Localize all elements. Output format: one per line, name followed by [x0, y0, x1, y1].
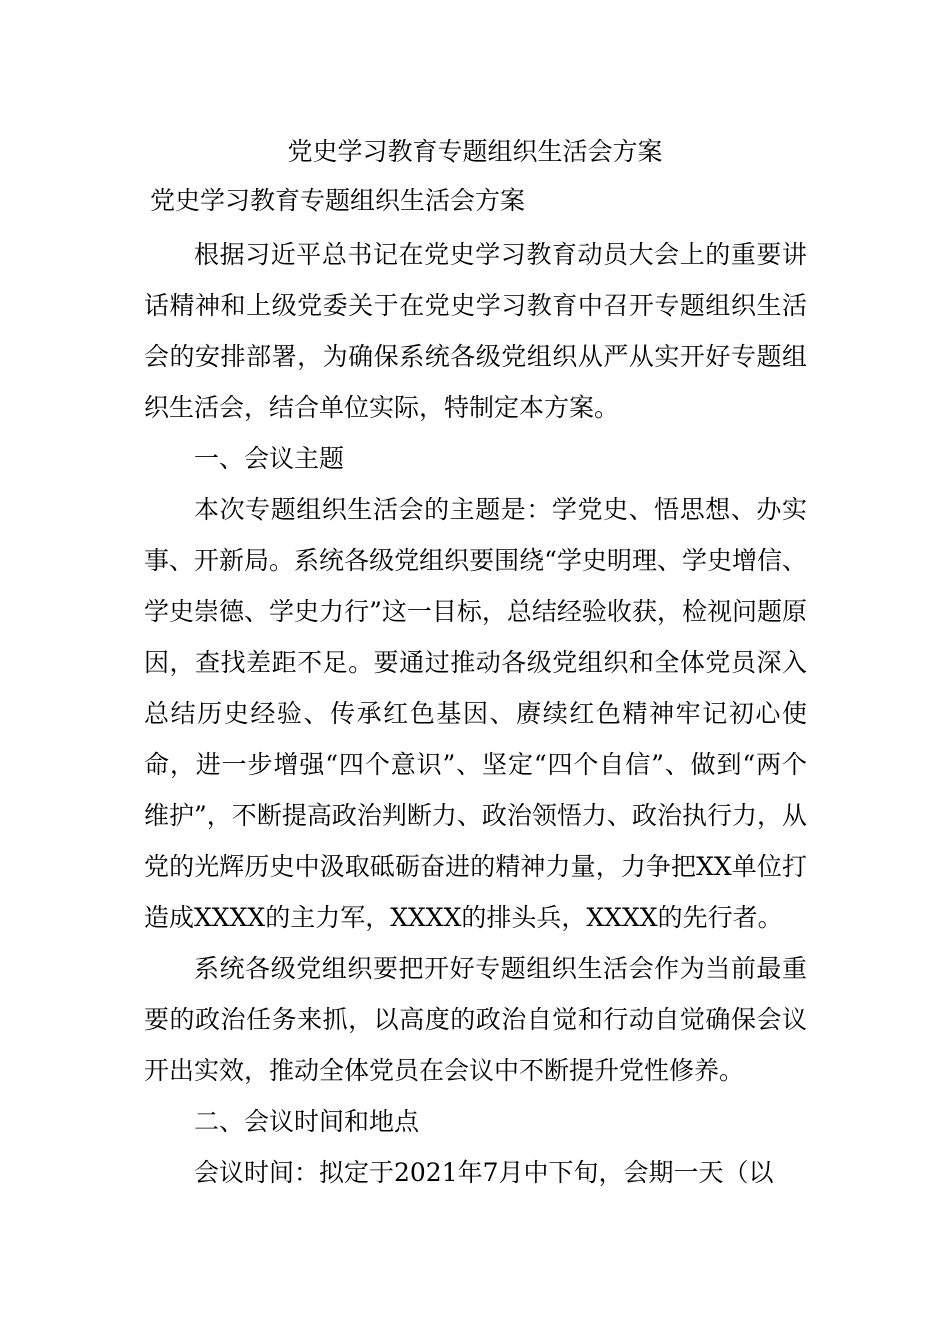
section-heading-theme: 一、会议主题	[194, 444, 345, 473]
document-body	[144, 229, 807, 1198]
task-paragraph: 系统各级党组织要把开好专题组织生活会作为当前最重要的政治任务来抓，以高度的政治自觉和行动自觉确保会议开出实效，推动全体党员在会议中不断提升党性修养。	[144, 954, 807, 1085]
theme-paragraph: 本次专题组织生活会的主题是：学党史、悟思想、办实事、开新局。系统各级党组织要围绕“学史明理、学史增信、学史崇德、学史力行”这一目标，总结经验收获，检视问题原因，查找差距不足。要通过推动各级党组织和全体党员深入总结历史经验、传承红色基因、赓续红色精神牢记初心使命，进一步增强“四个意识”、坚定“四个自信”、做到“两个维护”，不断提高政治判断力、政治领悟力、政治执行力，从党的光辉历史中汲取砥砺奋进的精神力量，力争把XX单位打造成XXXX的主力军，XXXX的排头兵，XXXX的先行者。	[144, 495, 807, 932]
document-subtitle: 党史学习教育专题组织生活会方案	[150, 186, 526, 215]
section-heading-time-place: 二、会议时间和地点	[194, 1107, 420, 1136]
intro-paragraph: 根据习近平总书记在党史学习教育动员大会上的重要讲话精神和上级党委关于在党史学习教育中召开专题组织生活会的安排部署，为确保系统各级党组织从严从实开好专题组织生活会，结合单位实际，特制定本方案。	[144, 240, 807, 422]
page-title: 党史学习教育专题组织生活会方案	[287, 137, 663, 166]
time-paragraph: 会议时间：拟定于2021年7月中下旬，会期一天（以	[194, 1158, 774, 1187]
